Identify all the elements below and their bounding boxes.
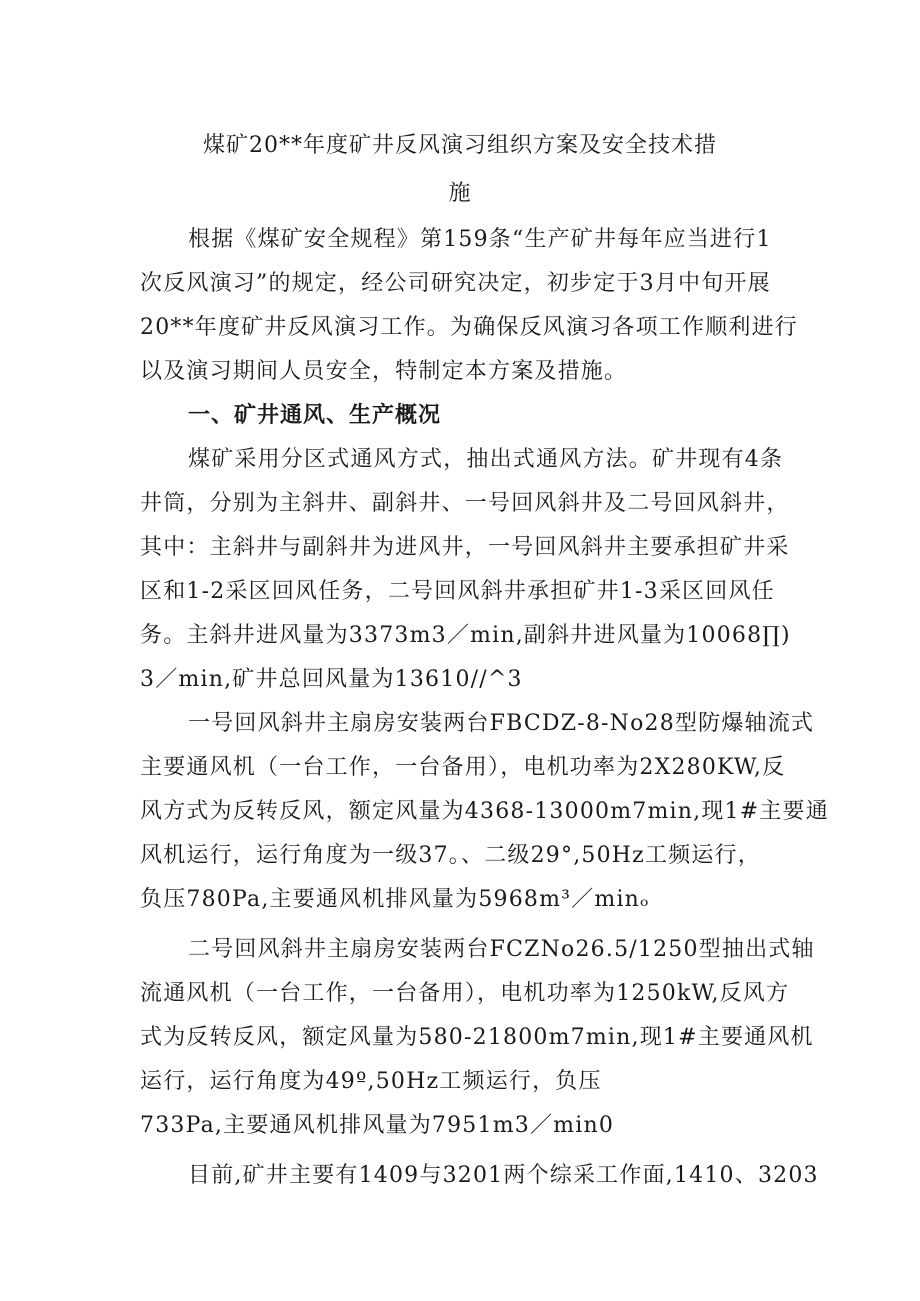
document-title-line-2: 施 <box>448 181 472 206</box>
paragraph-2-line-5: 务。主斜井进风量为3373m3／min,副斜井进风量为10068∏) <box>140 623 791 648</box>
paragraph-4-line-5: 733Pa,主要通风机排风量为7951m3／min0 <box>140 1113 615 1138</box>
paragraph-1-line-4: 以及演习期间人员安全，特制定本方案及措施。 <box>140 359 628 384</box>
paragraph-4-line-1: 二号回风斜井主扇房安装两台FCZNo26.5/1250型抽出式轴 <box>188 937 815 962</box>
paragraph-3-line-5: 负压780Pa,主要通风机排风量为5968m³／minₒ <box>140 887 650 912</box>
paragraph-3-line-4: 风机运行，运行角度为一级37。、二级29°,50Hz工频运行， <box>140 843 761 868</box>
paragraph-3-line-2: 主要通风机（一台工作，一台备用），电机功率为2X280KW,反 <box>140 755 786 780</box>
paragraph-1-line-2: 次反风演习”的规定，经公司研究决定，初步定于3月中旬开展 <box>140 271 771 296</box>
paragraph-3-line-3: 风方式为反转反风，额定风量为4368-13000m7min,现1#主要通 <box>140 799 829 824</box>
paragraph-2-line-1: 煤矿采用分区式通风方式，抽出式通风方法。矿井现有4条 <box>188 447 784 472</box>
paragraph-5-line-1: 目前,矿井主要有1409与3201两个综采工作面,1410、3203 <box>188 1163 819 1188</box>
paragraph-1-line-1: 根据《煤矿安全规程》第159条“生产矿井每年应当进行1 <box>188 227 772 252</box>
paragraph-2-line-2: 井筒，分别为主斜井、副斜井、一号回风斜井及二号回风斜井， <box>140 491 790 516</box>
document-title-line-1: 煤矿20**年度矿井反风演习组织方案及安全技术措 <box>203 133 717 158</box>
paragraph-2-line-3: 其中：主斜井与副斜井为进风井，一号回风斜井主要承担矿井采 <box>140 535 790 560</box>
paragraph-4-line-2: 流通风机（一台工作，一台备用），电机功率为1250kW,反风方 <box>140 981 790 1006</box>
paragraph-2-line-6: 3／min,矿井总回风量为13610//^3 <box>140 667 523 692</box>
section-heading: 一、矿井通风、生产概况 <box>188 403 442 428</box>
paragraph-1-line-3: 20**年度矿井反风演习工作。为确保反风演习各项工作顺利进行 <box>140 315 798 340</box>
paragraph-4-line-3: 式为反转反风，额定风量为580-21800m7min,现1#主要通风机 <box>140 1025 814 1050</box>
paragraph-3-line-1: 一号回风斜井主扇房安装两台FBCDZ-8-No28型防爆轴流式 <box>188 711 815 736</box>
paragraph-2-line-4: 区和1-2采区回风任务，二号回风斜井承担矿井1-3采区回风任 <box>140 579 775 604</box>
paragraph-4-line-4: 运行，运行角度为49º,50Hz工频运行，负压 <box>140 1069 602 1094</box>
